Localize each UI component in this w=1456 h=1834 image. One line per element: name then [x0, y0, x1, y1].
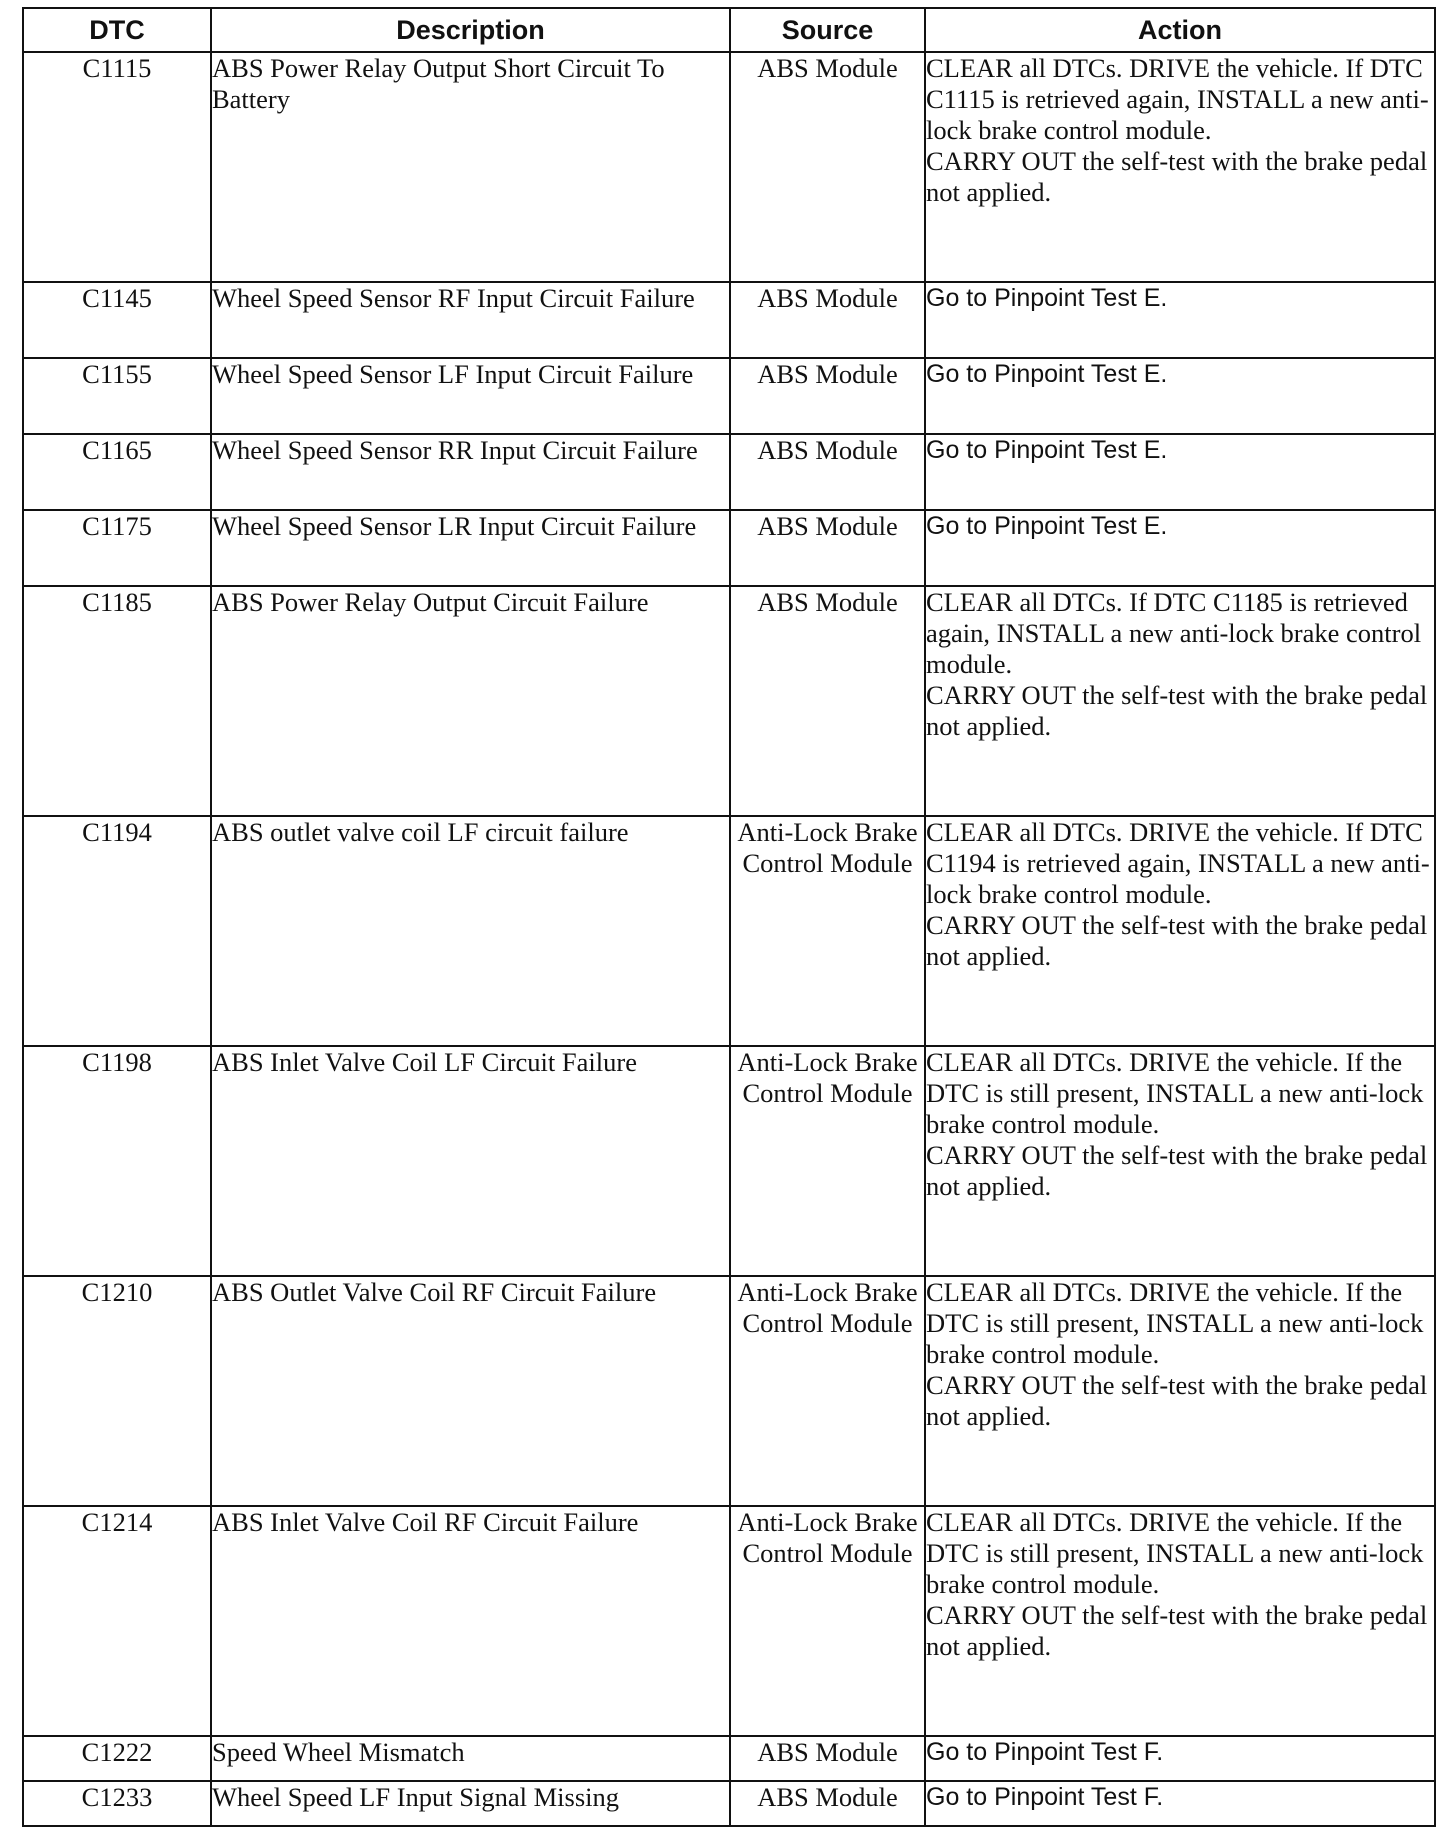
dtc-action: CLEAR all DTCs. DRIVE the vehicle. If the DTC is still present, INSTALL a new anti-lock brake control module. CARRY OUT the self-test with the brake pedal not applied. — [925, 1276, 1435, 1506]
table-row — [23, 282, 1435, 358]
dtc-description: ABS Inlet Valve Coil LF Circuit Failure — [211, 1046, 730, 1276]
table-row — [23, 358, 1435, 434]
dtc-source: Anti-Lock Brake Control Module — [730, 1506, 925, 1736]
dtc-source: ABS Module — [730, 1736, 925, 1781]
dtc-source: ABS Module — [730, 1781, 925, 1826]
dtc-source: ABS Module — [730, 434, 925, 510]
dtc-action: Go to Pinpoint Test E. — [925, 510, 1435, 586]
dtc-code: C1155 — [23, 358, 211, 434]
header-action: Action — [925, 8, 1435, 52]
dtc-source: ABS Module — [730, 510, 925, 586]
dtc-code: C1210 — [23, 1276, 211, 1506]
header-row — [23, 8, 1435, 52]
dtc-action: CLEAR all DTCs. DRIVE the vehicle. If DTC C1194 is retrieved again, INSTALL a new anti-lock brake control module. CARRY OUT the self-test with the brake pedal not applied. — [925, 816, 1435, 1046]
dtc-description: Wheel Speed LF Input Signal Missing — [211, 1781, 730, 1826]
dtc-action: CLEAR all DTCs. DRIVE the vehicle. If the DTC is still present, INSTALL a new anti-lock brake control module. CARRY OUT the self-test with the brake pedal not applied. — [925, 1506, 1435, 1736]
dtc-action: Go to Pinpoint Test E. — [925, 282, 1435, 358]
dtc-action: CLEAR all DTCs. DRIVE the vehicle. If the DTC is still present, INSTALL a new anti-lock brake control module. CARRY OUT the self-test with the brake pedal not applied. — [925, 1046, 1435, 1276]
dtc-table — [22, 7, 1436, 1827]
table-row — [23, 1506, 1435, 1736]
dtc-description: ABS Power Relay Output Short Circuit To Battery — [211, 52, 730, 282]
dtc-description: Wheel Speed Sensor LF Input Circuit Failure — [211, 358, 730, 434]
dtc-source: Anti-Lock Brake Control Module — [730, 1046, 925, 1276]
dtc-source: ABS Module — [730, 52, 925, 282]
dtc-description: Speed Wheel Mismatch — [211, 1736, 730, 1781]
table-row — [23, 1276, 1435, 1506]
dtc-action: Go to Pinpoint Test F. — [925, 1781, 1435, 1826]
dtc-action: Go to Pinpoint Test F. — [925, 1736, 1435, 1781]
dtc-source: Anti-Lock Brake Control Module — [730, 816, 925, 1046]
table-row — [23, 816, 1435, 1046]
header-source: Source — [730, 8, 925, 52]
dtc-source: ABS Module — [730, 282, 925, 358]
dtc-description: ABS Power Relay Output Circuit Failure — [211, 586, 730, 816]
dtc-source: Anti-Lock Brake Control Module — [730, 1276, 925, 1506]
dtc-code: C1165 — [23, 434, 211, 510]
header-dtc: DTC — [23, 8, 211, 52]
dtc-action: Go to Pinpoint Test E. — [925, 358, 1435, 434]
dtc-code: C1233 — [23, 1781, 211, 1826]
dtc-code: C1145 — [23, 282, 211, 358]
dtc-code: C1222 — [23, 1736, 211, 1781]
dtc-code: C1194 — [23, 816, 211, 1046]
dtc-description: Wheel Speed Sensor RF Input Circuit Failure — [211, 282, 730, 358]
dtc-description: Wheel Speed Sensor RR Input Circuit Failure — [211, 434, 730, 510]
dtc-action: Go to Pinpoint Test E. — [925, 434, 1435, 510]
table-row — [23, 434, 1435, 510]
dtc-action: CLEAR all DTCs. If DTC C1185 is retrieved again, INSTALL a new anti-lock brake control module. CARRY OUT the self-test with the brake pedal not applied. — [925, 586, 1435, 816]
dtc-code: C1175 — [23, 510, 211, 586]
dtc-description: ABS Outlet Valve Coil RF Circuit Failure — [211, 1276, 730, 1506]
table-row — [23, 1736, 1435, 1781]
dtc-code: C1115 — [23, 52, 211, 282]
table-row — [23, 1046, 1435, 1276]
dtc-code: C1214 — [23, 1506, 211, 1736]
table-row — [23, 510, 1435, 586]
dtc-description: Wheel Speed Sensor LR Input Circuit Failure — [211, 510, 730, 586]
table-row — [23, 1781, 1435, 1826]
dtc-description: ABS outlet valve coil LF circuit failure — [211, 816, 730, 1046]
dtc-source: ABS Module — [730, 358, 925, 434]
table-row — [23, 586, 1435, 816]
dtc-code: C1185 — [23, 586, 211, 816]
dtc-action: CLEAR all DTCs. DRIVE the vehicle. If DTC C1115 is retrieved again, INSTALL a new anti-lock brake control module. CARRY OUT the self-test with the brake pedal not applied. — [925, 52, 1435, 282]
table-row — [23, 52, 1435, 282]
dtc-source: ABS Module — [730, 586, 925, 816]
dtc-code: C1198 — [23, 1046, 211, 1276]
dtc-description: ABS Inlet Valve Coil RF Circuit Failure — [211, 1506, 730, 1736]
header-description: Description — [211, 8, 730, 52]
